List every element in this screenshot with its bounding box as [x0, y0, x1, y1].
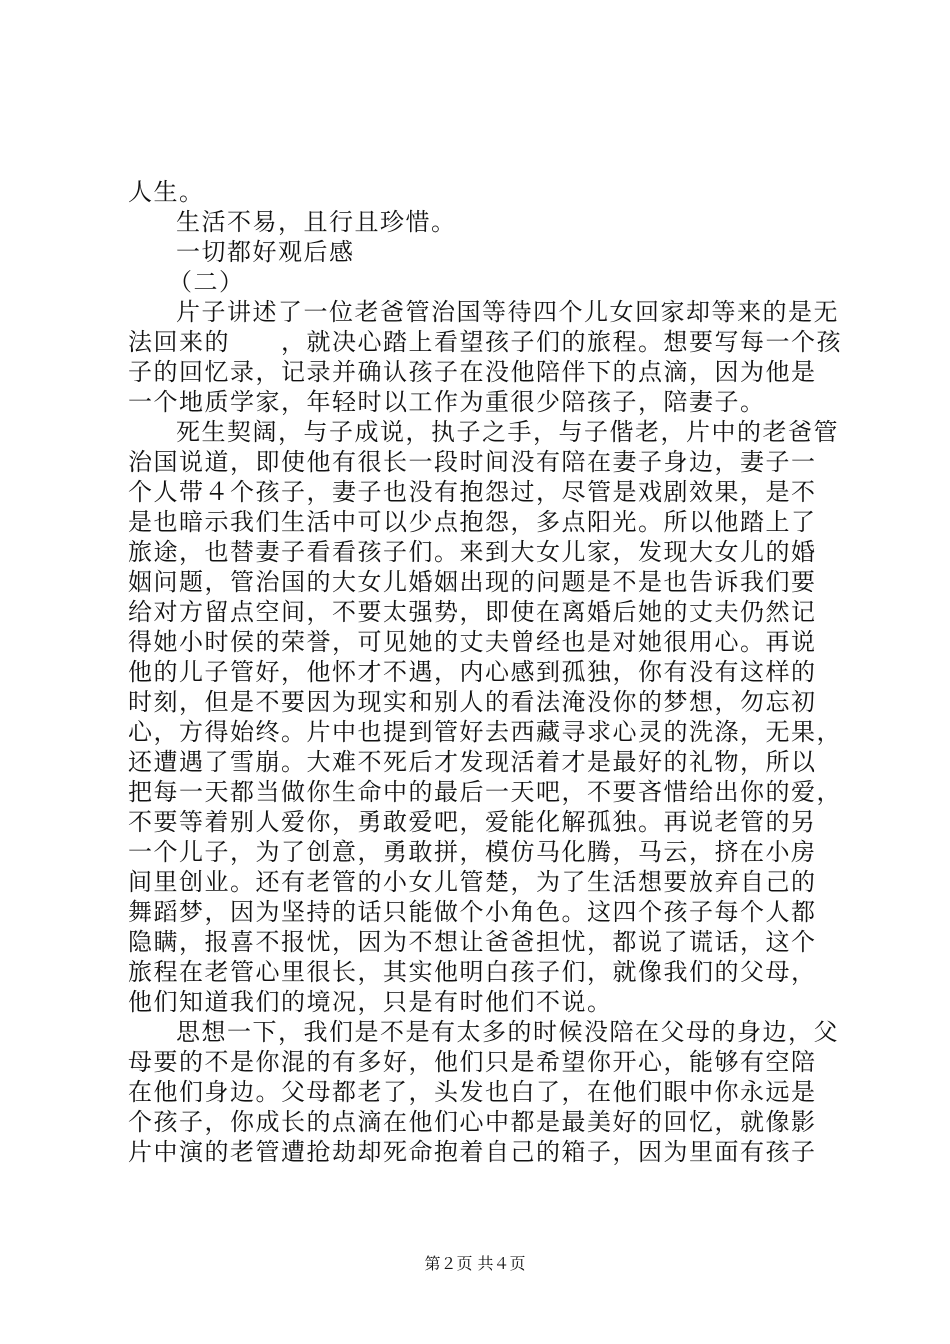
- text-line: 个人带４个孩子，妻子也没有抱怨过，尽管是戏剧效果，是不: [128, 478, 817, 506]
- text-line: 子的回忆录，记录并确认孩子在没他陪伴下的点滴，因为他是: [128, 358, 817, 386]
- text-line: 一切都好观后感: [176, 238, 355, 266]
- text-line: 得她小时侯的荣誉，可见她的丈夫曾经也是对她很用心。再说: [128, 628, 817, 656]
- text-line: 把每一天都当做你生命中的最后一天吧，不要吝惜给出你的爱，: [128, 778, 842, 806]
- text-line: 个孩子，你成长的点滴在他们心中都是最美好的回忆，就像影: [128, 1108, 817, 1136]
- text-line: 治国说道，即使他有很长一段时间没有陪在妻子身边，妻子一: [128, 448, 817, 476]
- text-line: 还遭遇了雪崩。大难不死后才发现活着才是最好的礼物，所以: [128, 748, 817, 776]
- text-line: 舞蹈梦，因为坚持的话只能做个小角色。这四个孩子每个人都: [128, 898, 817, 926]
- text-line: 一个儿子，为了创意，勇敢拼，模仿马化腾，马云，挤在小房: [128, 838, 817, 866]
- text-line: 旅途，也替妻子看看孩子们。来到大女儿家，发现大女儿的婚: [128, 538, 817, 566]
- text-line: 旅程在老管心里很长，其实他明白孩子们，就像我们的父母，: [128, 958, 817, 986]
- text-line: 片子讲述了一位老爸管治国等待四个儿女回家却等来的是无: [176, 298, 839, 326]
- text-line: 死生契阔，与子成说，执子之手，与子偕老，片中的老爸管: [176, 418, 839, 446]
- text-line: 心，方得始终。片中也提到管好去西藏寻求心灵的洗涤，无果，: [128, 718, 842, 746]
- text-line: 片中演的老管遭抢劫却死命抱着自己的箱子，因为里面有孩子: [128, 1138, 817, 1166]
- text-line: 姻问题，管治国的大女儿婚姻出现的问题是不是也告诉我们要: [128, 568, 817, 596]
- text-line: 他们知道我们的境况，只是有时他们不说。: [128, 988, 613, 1016]
- text-line: 一个地质学家，年轻时以工作为重很少陪孩子，陪妻子。: [128, 388, 766, 416]
- text-line: 他的儿子管好，他怀才不遇，内心感到孤独，你有没有这样的: [128, 658, 817, 686]
- text-line: 思想一下，我们是不是有太多的时候没陪在父母的身边，父: [176, 1018, 839, 1046]
- text-line: 法回来的 ，就决心踏上看望孩子们的旅程。想要写每一个孩: [128, 328, 842, 356]
- text-line: （二）: [168, 268, 245, 296]
- text-line: 给对方留点空间，不要太强势，即使在离婚后她的丈夫仍然记: [128, 598, 817, 626]
- text-line: 不要等着别人爱你，勇敢爱吧，爱能化解孤独。再说老管的另: [128, 808, 817, 836]
- text-line: 间里创业。还有老管的小女儿管楚，为了生活想要放弃自己的: [128, 868, 817, 896]
- text-line: 母要的不是你混的有多好，他们只是希望你开心，能够有空陪: [128, 1048, 817, 1076]
- text-line: 生活不易，且行且珍惜。: [176, 208, 457, 236]
- text-line: 是也暗示我们生活中可以少点抱怨，多点阳光。所以他踏上了: [128, 508, 817, 536]
- text-line: 隐瞒，报喜不报忧，因为不想让爸爸担忧，都说了谎话，这个: [128, 928, 817, 956]
- text-line: 人生。: [128, 178, 205, 206]
- page-footer: 第２页 共４页: [424, 1254, 526, 1273]
- text-line: 在他们身边。父母都老了，头发也白了，在他们眼中你永远是: [128, 1078, 817, 1106]
- text-line: 时刻，但是不要因为现实和别人的看法淹没你的梦想，勿忘初: [128, 688, 817, 716]
- document-body: [128, 177, 842, 1167]
